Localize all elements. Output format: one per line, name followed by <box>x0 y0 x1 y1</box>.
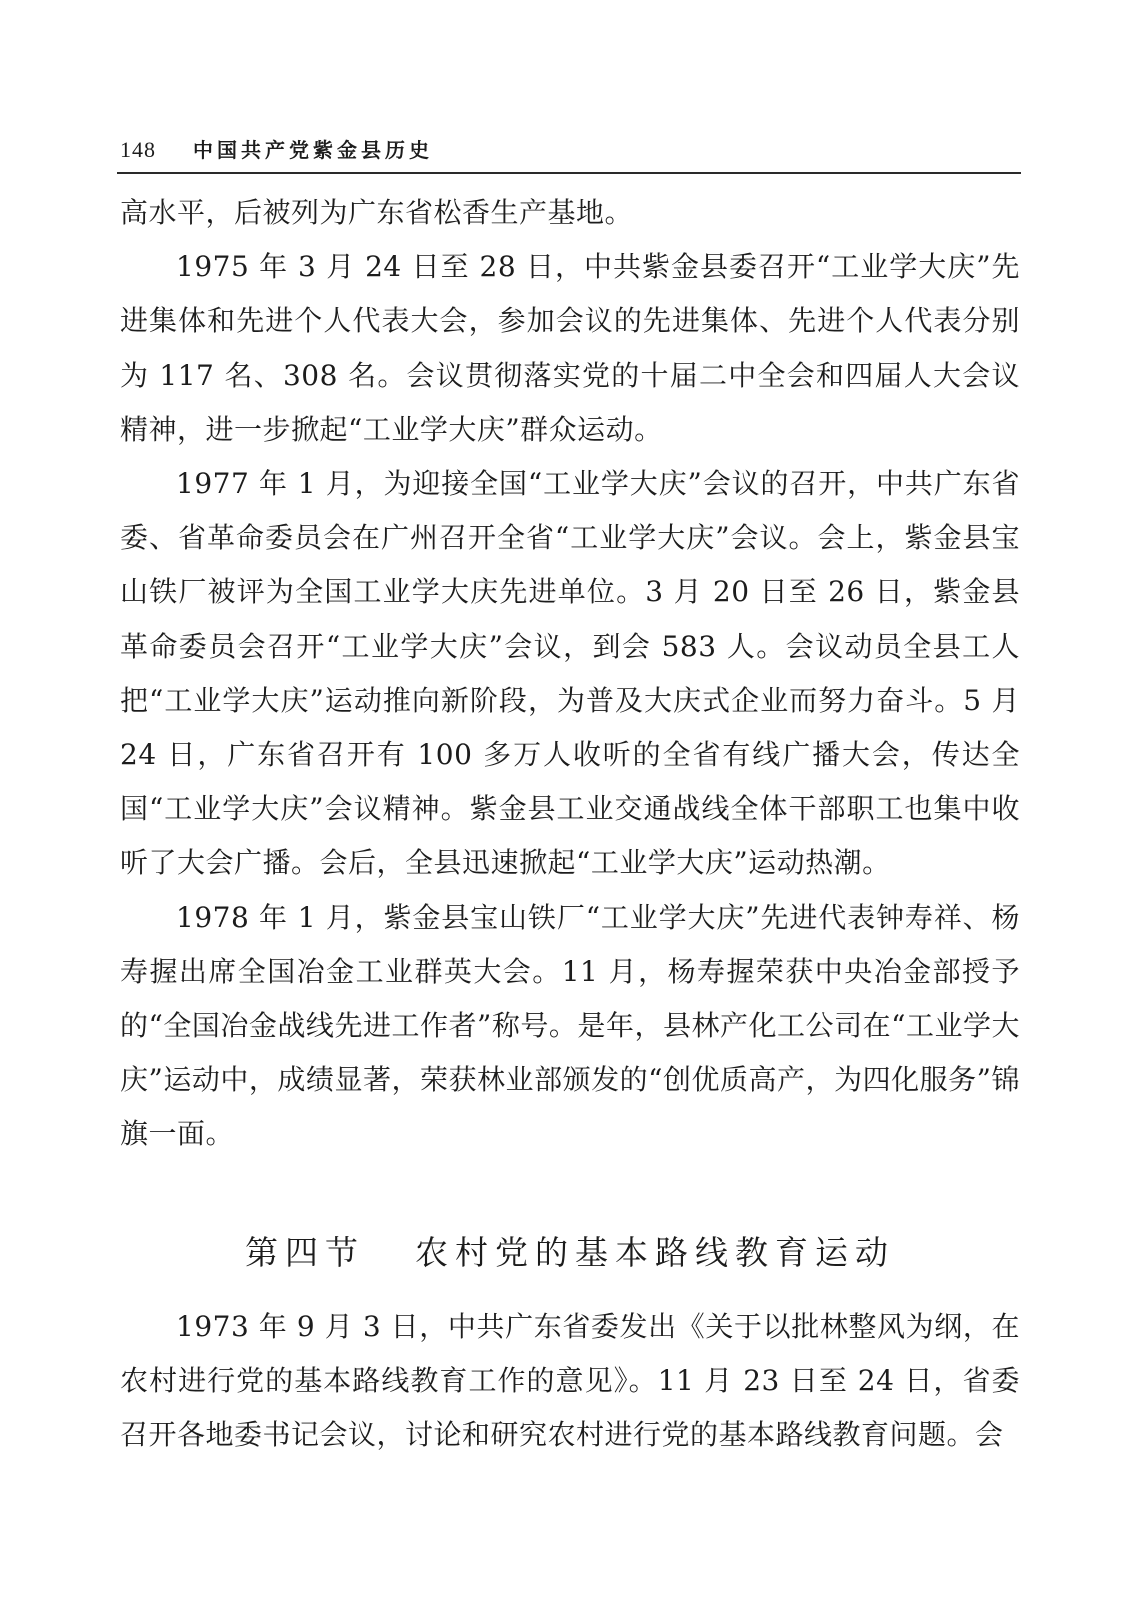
running-header <box>120 133 1020 167</box>
paragraph: 1978 年 1 月，紫金县宝山铁厂“工业学大庆”先进代表钟寿祥、杨寿握出席全国冶金工业群英大会。11 月，杨寿握荣获中央冶金部授予的“全国冶金战线先进工作者”称号。是年，县林产化工公司在“工业学大庆”运动中，成绩显著，荣获林业部颁发的“创优质高产，为四化服务”锦旗一面。 <box>120 900 1020 1151</box>
section-heading <box>120 1223 1020 1283</box>
header-rule <box>117 172 1021 174</box>
paragraph: 1977 年 1 月，为迎接全国“工业学大庆”会议的召开，中共广东省委、省革命委员会在广州召开全省“工业学大庆”会议。会上，紫金县宝山铁厂被评为全国工业学大庆先进单位。3 月 20 日至 26 日，紫金县革命委员会召开“工业学大庆”会议，到会 583 人。会议动员全县工人把“工业学大庆”运动推向新阶段，为普及大庆式企业而努力奋斗。5 月 24 日，广东省召开有 100 多万人收听的全省有线广播大会，传达全国“工业学大庆”会议精神。紫金县工业交通战线全体干部职工也集中收听了大会广播。会后，全县迅速掀起“工业学大庆”运动热潮。 <box>120 467 1020 880</box>
body-text <box>120 186 1020 1162</box>
section-body-text <box>120 1300 1020 1463</box>
paragraph: 1973 年 9 月 3 日，中共广东省委发出《关于以批林整风为纲，在农村进行党的基本路线教育工作的意见》。11 月 23 日至 24 日，省委召开各地委书记会议，讨论和研究农村进行党的基本路线教育问题。会 <box>120 1310 1020 1452</box>
page-number: 148 <box>120 137 156 162</box>
section-title: 农村党的基本路线教育运动 <box>415 1233 895 1273</box>
paragraph: 1975 年 3 月 24 日至 28 日，中共紫金县委召开“工业学大庆”先进集体和先进个人代表大会，参加会议的先进集体、先进个人代表分别为 117 名、308 名。会议贯彻落实党的十届二中全会和四届人大会议精神，进一步掀起“工业学大庆”群众运动。 <box>120 250 1020 446</box>
paragraph-continued: 高水平，后被列为广东省松香生产基地。 <box>120 196 634 229</box>
section-number: 第四节 <box>245 1233 365 1273</box>
running-title: 中国共产党紫金县历史 <box>193 138 433 162</box>
